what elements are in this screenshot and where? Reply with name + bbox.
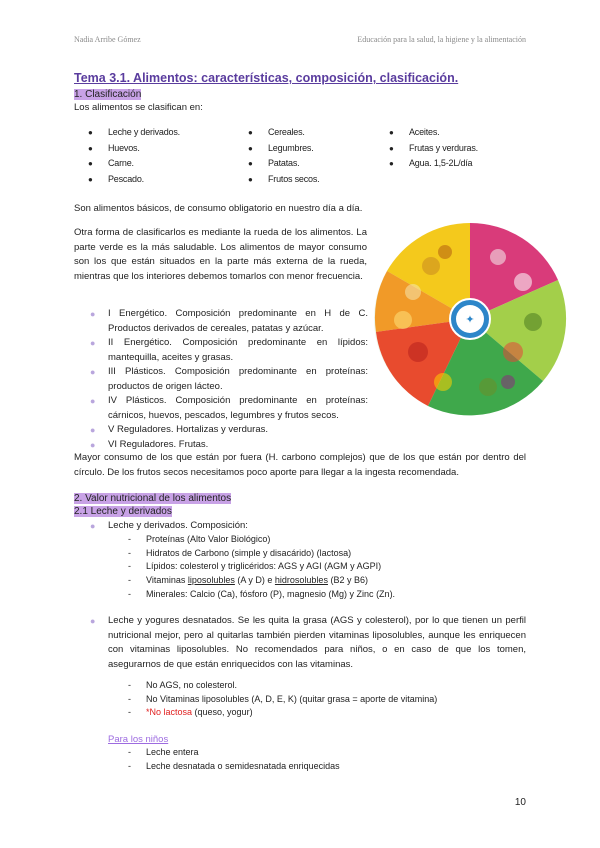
section-1-heading: 1. Clasificación: [74, 89, 142, 100]
list-item: ● Agua. 1,5-2L/día: [389, 158, 473, 168]
list-item: - Vitaminas liposolubles (A y D) e hidrosolubles (B2 y B6): [128, 575, 368, 586]
skimmed-details-list: [128, 679, 437, 720]
list-item: ● V Reguladores. Hortalizas y verduras.: [90, 424, 268, 435]
list-item: - No AGS, no colesterol.: [128, 680, 238, 690]
list-item: ● Legumbres.: [248, 142, 314, 153]
wheel-description: Otra forma de clasificarlos es mediante la rueda de los alimentos. La parte verde es la más saludable. Los alimentos de mayor consumo son los que están situados en la parte más externa de la rueda, mientras que los interiores debemos tomarlos con menor frecuencia.: [74, 227, 367, 282]
page-title: Tema 3.1. Alimentos: características, composición, clasificación.: [74, 71, 459, 85]
list-item: ● Frutas y verduras.: [389, 142, 478, 153]
list-item: - Hidratos de Carbono (simple y disacárido) (lactosa): [128, 547, 352, 558]
children-subheading: Para los niños: [108, 734, 169, 745]
list-item: ● Carne.: [88, 158, 134, 168]
list-item: ● VI Reguladores. Frutas.: [90, 438, 209, 450]
list-item: ● Pescado.: [88, 173, 144, 184]
svg-text:✦: ✦: [465, 313, 475, 326]
intro-text: Los alimentos se clasifican en:: [74, 102, 203, 113]
list-item: - Leche desnatada o semidesnatada enriquecidas: [128, 760, 340, 771]
list-item: ● Huevos.: [88, 142, 140, 153]
skimmed-list: [88, 614, 526, 672]
list-item: ● I Energético. Composición predominante en H de C. Productos derivados de cereales, patatas y azúcar.: [90, 308, 368, 334]
list-item: ● Aceites.: [389, 127, 440, 137]
list-item: ● Leche y yogures desnatados. Se les quita la grasa (AGS y colesterol), por lo que tienen un perfil nutricional mejor, pero al quitarlas también pierden vitaminas liposolubles, aunque les enriquecen con vitaminas liposolubles. No recomendados para niños, o en caso de que los tomen, asegurarnos de que están enriquecidos con las vitaminas.: [90, 615, 526, 670]
list-item: ● Leche y derivados. Composición:: [90, 520, 248, 531]
page-number: 10: [514, 797, 526, 808]
list-item: - Proteínas (Alto Valor Biológico): [128, 534, 271, 544]
basic-foods-text: Son alimentos básicos, de consumo obligatorio en nuestro día a día.: [74, 203, 363, 214]
section-2-heading: 2. Valor nutricional de los alimentos: [74, 493, 232, 504]
list-item: ● Leche y derivados.: [88, 127, 180, 137]
list-item: - No Vitaminas liposolubles (A, D, E, K) (quitar grasa = aporte de vitamina): [128, 693, 438, 704]
header-author: Nadia Arribe Gómez: [74, 35, 141, 44]
list-item: - *No lactosa (queso, yogur): [128, 707, 253, 718]
header-course: Educación para la salud, la higiene y la alimentación: [357, 35, 526, 44]
milk-composition-list: [128, 533, 395, 602]
list-item: - Leche entera: [128, 747, 199, 757]
consumption-text: Mayor consumo de los que están por fuera (H. carbono complejos) que de los que están por dentro del círculo. De los frutos secos necesitamos poco aporte para llegar a la ingesta recomendada.: [74, 452, 526, 478]
list-item: ● Cereales.: [248, 127, 305, 137]
food-column-3: [389, 125, 478, 172]
list-item: ● II Energético. Composición predominante en lípidos: mantequilla, aceites y grasas.: [90, 337, 368, 363]
children-list: [128, 746, 340, 773]
wheel-groups-list: [88, 307, 368, 452]
list-item: - Lípidos: colesterol y triglicéridos: AGS y AGI (AGM y AGPI): [128, 561, 382, 572]
list-item: ● III Plásticos. Composición predominante en proteínas: productos de origen lácteo.: [90, 366, 368, 392]
list-item: - Minerales: Calcio (Ca), fósforo (P), magnesio (Mg) y Zinc (Zn).: [128, 588, 396, 599]
list-item: ● Patatas.: [248, 158, 300, 168]
food-wheel-image: [373, 222, 567, 416]
list-item: ● Frutos secos.: [248, 173, 320, 184]
list-item: ● IV Plásticos. Composición predominante en proteínas: cárnicos, huevos, pescados, legumbres y frutos secos.: [90, 395, 368, 421]
section-2-1-heading: 2.1 Leche y derivados: [74, 506, 172, 517]
milk-list: [88, 519, 528, 534]
food-column-1: [88, 125, 180, 187]
food-column-2: [248, 125, 319, 187]
